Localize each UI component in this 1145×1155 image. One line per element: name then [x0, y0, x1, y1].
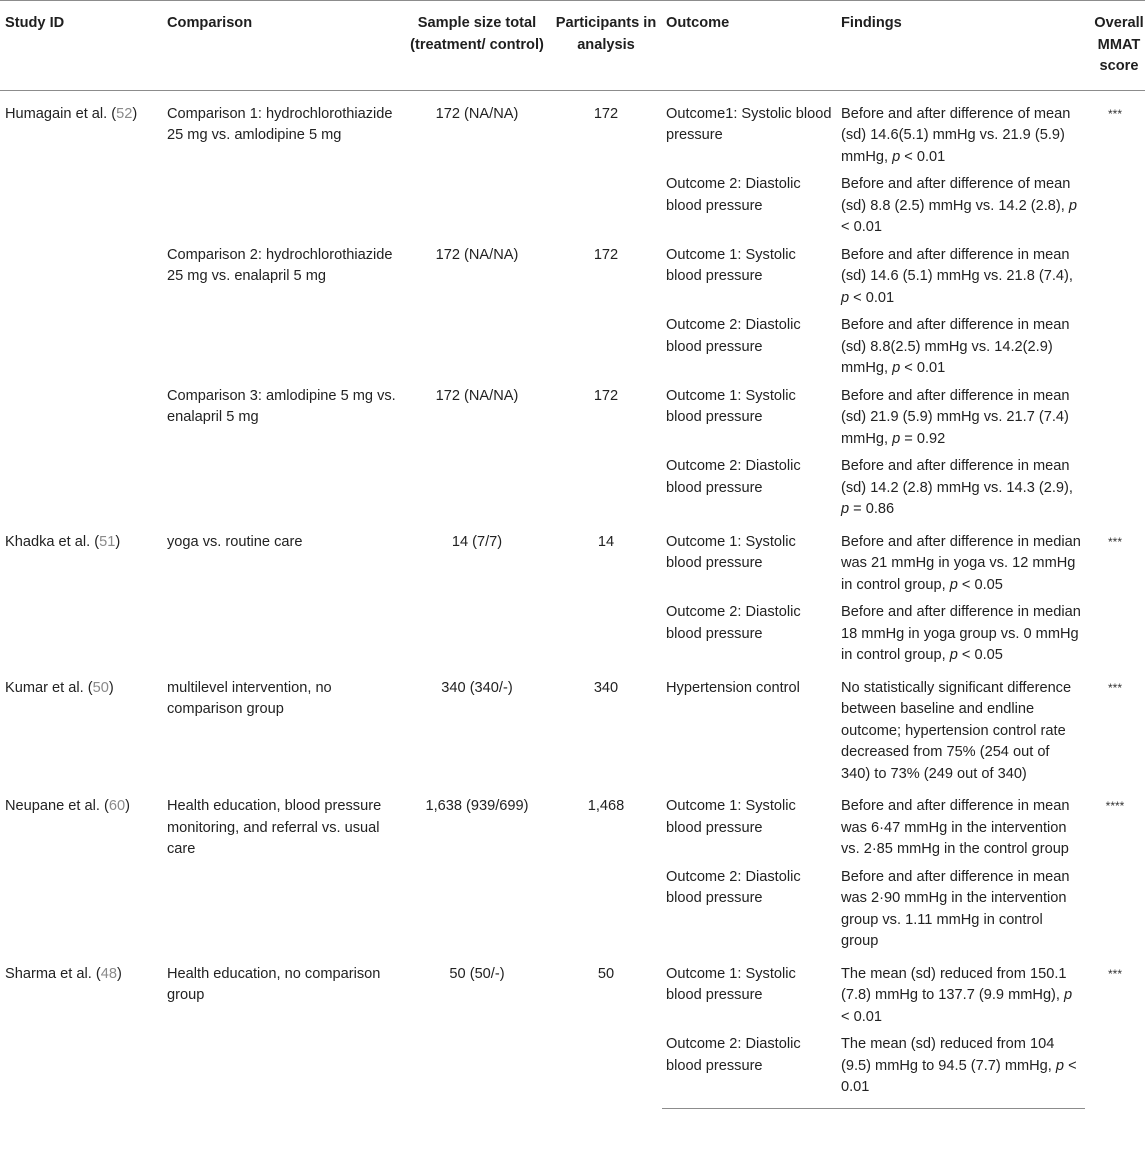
table-row [0, 90, 1145, 168]
participants-cell: 172 [593, 105, 619, 122]
outcome-cell: Outcome 2: Diastolic blood pressure [666, 604, 801, 642]
mmat-stars: **** [1105, 799, 1125, 813]
header-sample-size: Sample size total (treatment/ control) [404, 1, 550, 91]
study-id-cell: Khadka et al. (51) [5, 533, 121, 550]
reference-link[interactable]: 50 [92, 679, 109, 696]
participants-cell: 172 [593, 387, 619, 404]
findings-cell: Before and after difference of mean (sd) 8.8 (2.5) mmHg vs. 14.2 (2.8), p < 0.01 [841, 176, 1078, 235]
outcome-cell: Outcome 2: Diastolic blood pressure [662, 1028, 837, 1108]
participants-cell: 340 [593, 679, 619, 696]
header-comparison: Comparison [163, 1, 404, 91]
outcome-cell: Outcome 1: Systolic blood pressure [666, 246, 796, 284]
outcome-cell: Outcome 2: Diastolic blood pressure [666, 176, 801, 214]
sample-size-cell: 172 (NA/NA) [435, 105, 519, 122]
header-mmat-score: Overall MMAT score [1085, 1, 1145, 91]
sample-size-cell: 14 (7/7) [451, 533, 503, 550]
table-row [0, 526, 1145, 597]
header-findings: Findings [837, 1, 1085, 91]
outcome-cell: Outcome 1: Systolic blood pressure [666, 798, 796, 836]
participants-cell: 1,468 [587, 798, 625, 814]
header-row [0, 1, 1145, 91]
outcome-cell: Outcome 1: Systolic blood pressure [666, 533, 796, 571]
outcome-cell: Outcome 1: Systolic blood pressure [666, 387, 796, 425]
comparison-cell: Comparison 3: amlodipine 5 mg vs. enalapril 5 mg [167, 387, 396, 425]
study-name: Kumar et al. [5, 679, 84, 696]
findings-cell: Before and after difference in mean (sd) 8.8(2.5) mmHg vs. 14.2(2.9) mmHg, p < 0.01 [841, 317, 1070, 376]
findings-cell: No statistically significant difference between baseline and endline outcome; hypertension control rate decreased from 75% (254 out of 340) to 73% (249 out of 340) [841, 679, 1072, 782]
header-participants: Participants in analysis [550, 1, 662, 91]
findings-cell: Before and after difference in mean (sd) 14.6 (5.1) mmHg vs. 21.8 (7.4), p < 0.01 [841, 246, 1073, 306]
study-name: Humagain et al. [5, 105, 108, 122]
outcome-cell: Hypertension control [666, 679, 800, 696]
table-row [0, 672, 1145, 791]
sample-size-cell: 172 (NA/NA) [435, 387, 519, 404]
sample-size-cell: 1,638 (939/699) [425, 798, 529, 814]
outcome-cell: Outcome 1: Systolic blood pressure [666, 965, 796, 1003]
sample-size-cell: 50 (50/-) [449, 965, 505, 982]
participants-cell: 172 [593, 246, 619, 263]
comparison-cell: Comparison 2: hydrochlorothiazide 25 mg vs. enalapril 5 mg [167, 246, 393, 284]
mmat-stars: *** [1107, 680, 1122, 695]
table-body [0, 90, 1145, 1108]
participants-cell: 14 [597, 533, 615, 550]
comparison-cell: yoga vs. routine care [167, 533, 303, 550]
mmat-score-cell [1085, 790, 1145, 958]
sample-size-cell: 340 (340/-) [441, 679, 513, 696]
comparison-cell: Comparison 1: hydrochlorothiazide 25 mg vs. amlodipine 5 mg [167, 105, 393, 143]
outcome-cell: Outcome 2: Diastolic blood pressure [666, 317, 801, 355]
study-id-cell: Humagain et al. (52) [5, 105, 138, 122]
mmat-stars: *** [1107, 966, 1122, 981]
mmat-score-cell [1085, 526, 1145, 672]
findings-cell: Before and after difference in mean (sd) 14.2 (2.8) mmHg vs. 14.3 (2.9), p = 0.86 [841, 458, 1073, 517]
comparison-cell: Health education, blood pressure monitoring, and referral vs. usual care [167, 798, 382, 857]
mmat-stars: *** [1107, 106, 1122, 121]
study-name: Khadka et al. [5, 533, 91, 550]
study-id-cell: Kumar et al. (50) [5, 679, 114, 696]
findings-cell: Before and after difference of mean (sd) 14.6(5.1) mmHg vs. 21.9 (5.9) mmHg, p < 0.01 [841, 105, 1071, 165]
participants-cell: 50 [597, 965, 615, 982]
findings-cell: The mean (sd) reduced from 104 (9.5) mmHg to 94.5 (7.7) mmHg, p < 0.01 [837, 1028, 1085, 1108]
comparison-cell: multilevel intervention, no comparison group [167, 679, 332, 717]
table-row [0, 790, 1145, 861]
study-name: Sharma et al. [5, 965, 92, 982]
study-name: Neupane et al. [5, 798, 100, 814]
header-outcome: Outcome [662, 1, 837, 91]
findings-cell: Before and after difference in mean was 6·47 mmHg in the intervention vs. 2·85 mmHg in the control group [841, 798, 1070, 857]
study-id-cell: Neupane et al. (60) [5, 798, 130, 814]
header-study-id: Study ID [0, 1, 163, 91]
findings-cell: The mean (sd) reduced from 150.1 (7.8) mmHg to 137.7 (9.9 mmHg), p < 0.01 [841, 965, 1073, 1025]
sample-size-cell: 172 (NA/NA) [435, 246, 519, 263]
findings-cell: Before and after difference in mean was 2·90 mmHg in the intervention group vs. 1.11 mmHg in control group [841, 868, 1070, 949]
reference-link[interactable]: 60 [108, 798, 126, 814]
mmat-score-cell [1085, 672, 1145, 791]
table-row [0, 380, 1145, 451]
mmat-score-cell [1085, 958, 1145, 1109]
mmat-score-cell [1085, 90, 1145, 526]
outcome-cell: Outcome 2: Diastolic blood pressure [666, 868, 801, 906]
reference-link[interactable]: 52 [116, 105, 133, 122]
outcome-cell: Outcome 2: Diastolic blood pressure [666, 458, 801, 496]
reference-link[interactable]: 48 [100, 965, 117, 982]
comparison-cell: Health education, no comparison group [167, 965, 381, 1003]
mmat-stars: *** [1107, 534, 1122, 549]
findings-cell: Before and after difference in mean (sd) 21.9 (5.9) mmHg vs. 21.7 (7.4) mmHg, p = 0.92 [841, 387, 1070, 447]
study-id-cell: Sharma et al. (48) [5, 965, 122, 982]
table-row [0, 958, 1145, 1029]
reference-link[interactable]: 51 [99, 533, 116, 550]
table-row [0, 239, 1145, 310]
outcome-cell: Outcome1: Systolic blood pressure [666, 105, 832, 143]
findings-cell: Before and after difference in median 18 mmHg in yoga group vs. 0 mmHg in control group, p < 0.05 [841, 604, 1081, 663]
findings-cell: Before and after difference in median was 21 mmHg in yoga vs. 12 mmHg in control group, p < 0.05 [841, 533, 1081, 593]
